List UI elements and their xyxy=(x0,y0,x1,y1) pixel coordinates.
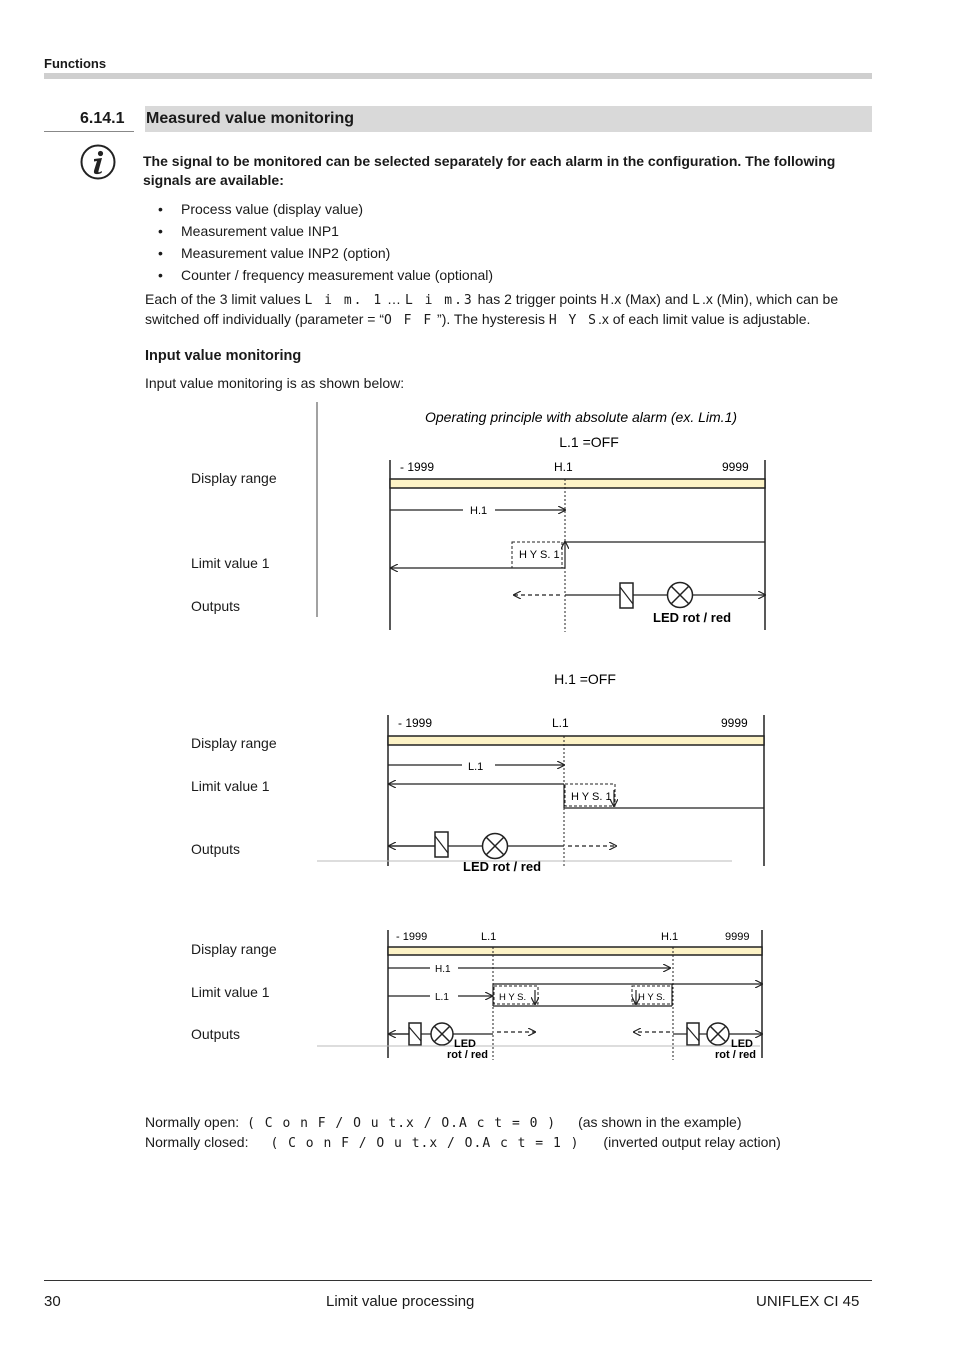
display-range-band xyxy=(390,479,765,488)
limit-label: L.1 xyxy=(468,761,484,773)
led-label: LED rot / red xyxy=(653,610,732,625)
diagram-setting: L.1 =OFF xyxy=(559,434,619,450)
footer-product: UNIFLEX CI 45 xyxy=(756,1293,860,1310)
row-label-outputs: Outputs xyxy=(191,841,241,857)
limit-paragraph: Each of the 3 limit values L i m. 1 … L i m.3 has 2 trigger points H.x (Max) and L.x (Min), which can be switched off individually (parameter = “O F F ”). The hysteresis H Y S.x of each limit value is adjustable. xyxy=(145,291,839,328)
range-max-label: 9999 xyxy=(722,460,749,474)
subheading-text: Input value monitoring is as shown below: xyxy=(145,375,405,391)
relay-action-notes xyxy=(145,1113,781,1153)
list-item: • Counter / frequency measurement value (optional) xyxy=(158,267,494,283)
range-mark-label: L.1 xyxy=(552,716,569,730)
diagram-setting: H.1 =OFF xyxy=(554,671,616,687)
list-item: • Measurement value INP1 xyxy=(158,223,339,239)
led-label: LED xyxy=(731,1038,753,1050)
section-title: Measured value monitoring xyxy=(146,110,355,127)
row-label-outputs: Outputs xyxy=(191,1026,241,1042)
led-label: LED rot / red xyxy=(463,859,542,874)
display-range-band xyxy=(388,736,764,745)
range-mark-label: H.1 xyxy=(554,460,573,474)
led-label: LED xyxy=(454,1038,476,1050)
section-number: 6.14.1 xyxy=(44,106,134,132)
hysteresis-label: H Y S. xyxy=(638,992,666,1003)
row-label-display-range: Display range xyxy=(191,470,277,486)
list-item: • Process value (display value) xyxy=(158,201,364,217)
footer-rule xyxy=(44,1280,872,1281)
range-max-label: 9999 xyxy=(721,716,748,730)
row-label-display-range: Display range xyxy=(191,941,277,957)
led-sublabel: rot / red xyxy=(715,1049,756,1061)
row-label-limit-value: Limit value 1 xyxy=(191,984,270,1000)
subheading: Input value monitoring xyxy=(145,348,302,364)
range-min-label: - 1999 xyxy=(400,460,435,474)
row-label-outputs: Outputs xyxy=(191,598,241,614)
hysteresis-label: H Y S. 1 xyxy=(571,791,612,803)
hysteresis-label: H Y S. xyxy=(499,992,527,1003)
intro-text: The signal to be monitored can be selected separately for each alarm in the configuration. The following signals are available: xyxy=(143,153,836,188)
range-min-label: - 1999 xyxy=(396,931,428,943)
row-label-limit-value: Limit value 1 xyxy=(191,555,270,571)
led-sublabel: rot / red xyxy=(447,1049,488,1061)
list-item: • Measurement value INP2 (option) xyxy=(158,245,391,261)
page-number: 30 xyxy=(44,1293,61,1310)
row-label-limit-value: Limit value 1 xyxy=(191,778,270,794)
range-max-label: 9999 xyxy=(725,931,750,943)
diagram-1 xyxy=(390,409,765,632)
hysteresis-label: H Y S. 1 xyxy=(519,549,560,561)
range-min-label: - 1999 xyxy=(398,716,433,730)
footer-chapter: Limit value processing xyxy=(326,1293,475,1310)
diagram-3 xyxy=(317,930,762,1061)
limit-label: L.1 xyxy=(435,992,449,1003)
row-label-display-range: Display range xyxy=(191,735,277,751)
display-range-band xyxy=(388,947,762,955)
diagram-2 xyxy=(317,671,764,874)
normally-open-line: Normally open: ( C o n F / O u t.x / O.A c t = 0 ) (as shown in the example) xyxy=(145,1114,742,1131)
range-mark-label: H.1 xyxy=(661,931,679,943)
limit-label: H.1 xyxy=(470,505,488,517)
normally-closed-line: Normally closed: ( C o n F / O u t.x / O.A c t = 1 ) (inverted output relay action) xyxy=(145,1134,781,1151)
range-mark-label: L.1 xyxy=(481,931,497,943)
limit-label: H.1 xyxy=(435,964,451,975)
diagram-caption: Operating principle with absolute alarm (ex. Lim.1) xyxy=(424,409,738,425)
running-header: Functions xyxy=(44,56,107,71)
